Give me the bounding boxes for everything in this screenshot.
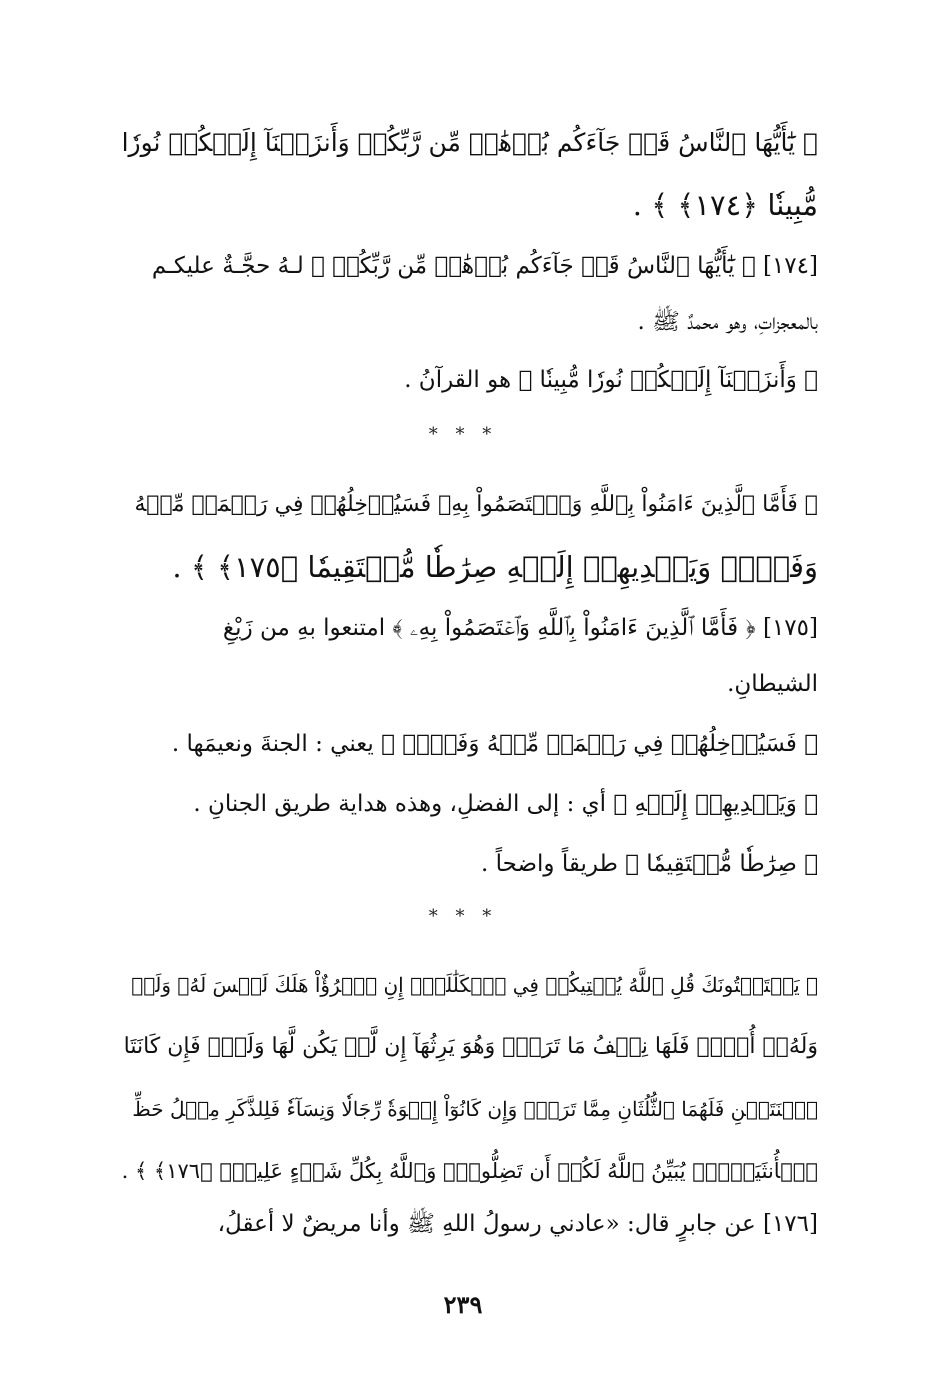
text-line: ٱلۡأُنثَيَيۡنِۗ يُبَيِّنُ ٱللَّهُ لَكُمۡ أَن تَضِلُّواْۗ وَٱللَّهُ بِكُلِّ شَيۡءٍ عَلِيمُۢ ﴿١٧٦﴾ ﴾ .: [121, 1159, 818, 1183]
text-line: وَلَهُۥٓ أُخۡتٞ فَلَهَا نِصۡفُ مَا تَرَكَۚ وَهُوَ يَرِثُهَآ إِن لَّمۡ يَكُن لَّهَا وَلَدٞۚ فَإِن كَانَتَا: [123, 1034, 818, 1059]
commentary-175-c: [106, 776, 818, 832]
commentary-175-d: [106, 836, 818, 892]
text-line: مُّبِينٗا ﴿١٧٤﴾ ﴾ .: [632, 188, 818, 222]
commentary-175: [106, 600, 818, 712]
section-separator: * * *: [428, 424, 498, 445]
verse-174: [106, 112, 818, 236]
verse-175: [106, 474, 818, 598]
text-line: ﴿ وَيَهۡدِيهِمۡ إِلَيۡهِ ﴾ أي : إلى الفضلِ، وهذه هداية طريق الجنانِ .: [193, 791, 818, 817]
verse-176: [106, 954, 818, 1202]
text-line: بالمعجزاتِ، وهو محمدٌ ﷺ .: [637, 309, 818, 335]
text-line: [١٧٤] ﴿ يَٰٓأَيُّهَا ٱلنَّاسُ قَدۡ جَآءَكُم بُرۡهَٰنٞ مِّن رَّبِّكُمۡ ﴾ لـهُ حجَّـةٌ عليكـم: [151, 253, 818, 279]
text-line: ٱثۡنَتَيۡنِ فَلَهُمَا ٱلثُّلُثَانِ مِمَّا تَرَكَۚ وَإِن كَانُوٓاْ إِخۡوَةٗ رِّجَالٗا وَنِسَآءٗ فَلِلذَّكَرِ مِثۡلُ حَظِّ: [132, 1097, 818, 1121]
text-line: ﴿ يَٰٓأَيُّهَا ٱلنَّاسُ قَدۡ جَآءَكُم بُرۡهَٰنٞ مِّن رَّبِّكُمۡ وَأَنزَلۡنَآ إِلَيۡكُمۡ نُورٗا: [121, 128, 818, 157]
page-number: ٢٣٩: [443, 1290, 483, 1319]
text-line: [١٧٦] عن جابرٍ قال: «عادني رسولُ اللهِ ﷺ وأنا مريضٌ لا أعقلُ،: [217, 1211, 818, 1237]
text-line: الشيطانِ.: [727, 671, 818, 697]
text-line: ﴿ فَسَيُدۡخِلُهُمۡ فِي رَحۡمَةٖ مِّنۡهُ وَفَضۡلٖ ﴾ يعني : الجنةَ ونعيمَها .: [171, 731, 818, 757]
commentary-175-b: [106, 716, 818, 772]
text-line: ﴿ يَسۡتَفۡتُونَكَ قُلِ ٱللَّهُ يُفۡتِيكُمۡ فِي ٱلۡكَلَٰلَةِۚ إِنِ ٱمۡرُؤٌاْ هَلَكَ لَيۡسَ لَهُۥ وَلَدٞ: [131, 973, 818, 997]
text-line: ﴿ صِرَٰطٗا مُّسۡتَقِيمٗا ﴾ طريقاً واضحاً .: [481, 851, 818, 877]
section-separator: * * *: [428, 906, 498, 927]
text-line: ﴿ فَأَمَّا ٱلَّذِينَ ءَامَنُواْ بِٱللَّهِ وَٱعۡتَصَمُواْ بِهِۦ فَسَيُدۡخِلُهُمۡ فِي رَحۡمَةٖ مِّنۡهُ: [134, 492, 818, 517]
commentary-174-b: [106, 352, 818, 408]
commentary-174: [106, 238, 818, 350]
text-line: ﴿ وَأَنزَلۡنَآ إِلَيۡكُمۡ نُورٗا مُّبِينٗا ﴾ هو القرآنُ .: [404, 367, 818, 393]
text-line: [١٧٥] ﴿ فَأَمَّا ٱلَّذِينَ ءَامَنُواْ بِٱللَّهِ وَٱعۡتَصَمُواْ بِهِۦ ﴾ امتنعوا بهِ من زَيْغِ: [222, 615, 818, 641]
text-line: وَفَضۡلٖ وَيَهۡدِيهِمۡ إِلَيۡهِ صِرَٰطٗا مُّسۡتَقِيمٗا ﴿١٧٥﴾ ﴾ .: [172, 550, 818, 584]
commentary-176: [106, 1196, 818, 1252]
